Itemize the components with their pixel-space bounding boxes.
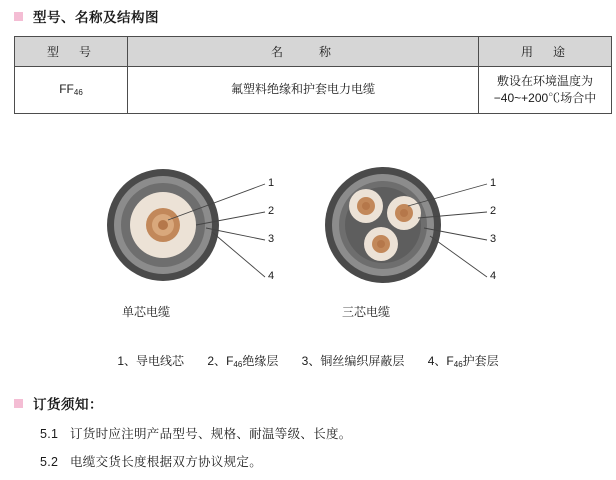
section-title-text: 型号、名称及结构图 — [33, 10, 159, 25]
callout-three-1: 1 — [490, 177, 497, 189]
cell-name: 氟塑料绝缘和护套电力电缆 — [128, 67, 479, 114]
legend-no-3: 3、 — [301, 354, 321, 368]
figure-area — [0, 140, 616, 385]
order-note-2 — [40, 452, 262, 470]
order-note-2-number: 5.2 — [40, 455, 59, 469]
caption-three-core: 三芯电缆 — [342, 305, 391, 319]
use-line-1: 敷设在环境温度为 — [496, 73, 593, 88]
order-note-1-text: 订货时应注明产品型号、规格、耐温等级、长度。 — [70, 427, 352, 441]
legend-text-2: F — [226, 354, 234, 368]
order-note-1 — [40, 424, 352, 442]
bullet-icon — [14, 12, 23, 21]
spec-table — [14, 36, 612, 114]
legend-item-1 — [117, 352, 184, 369]
table-header-row — [15, 37, 612, 67]
figure-legend — [0, 352, 616, 369]
legend-no-4: 4、 — [427, 354, 447, 368]
caption-single-core: 单芯电缆 — [122, 305, 171, 319]
cell-model — [15, 67, 128, 114]
legend-item-3 — [302, 352, 405, 369]
model-subscript: 46 — [73, 88, 83, 98]
legend-tail-4: 护套层 — [462, 354, 499, 368]
callout-three-4: 4 — [490, 270, 497, 282]
legend-sub-2: 46 — [233, 360, 243, 369]
legend-tail-2: 绝缘层 — [242, 354, 279, 368]
legend-text-1: 导电线芯 — [136, 354, 185, 368]
use-line-2: −40~+200℃场合中 — [493, 91, 597, 105]
legend-text-3: 铜丝编织屏蔽层 — [320, 354, 405, 368]
legend-sub-4: 46 — [453, 360, 463, 369]
order-note-1-number: 5.1 — [40, 427, 59, 441]
callout-three-3: 3 — [490, 233, 497, 245]
legend-no-2: 2、 — [207, 354, 227, 368]
table-header-use: 用 途 — [479, 37, 612, 67]
table-row — [15, 67, 612, 114]
callout-single-2: 2 — [268, 205, 275, 217]
callout-single-1: 1 — [268, 177, 275, 189]
legend-text-4: F — [446, 354, 454, 368]
order-note-2-text: 电缆交货长度根据双方协议规定。 — [70, 455, 263, 469]
three-core-cable-figure — [325, 167, 487, 283]
legend-item-4 — [428, 352, 499, 369]
callout-single-3: 3 — [268, 233, 275, 245]
cell-use — [479, 67, 612, 114]
section-heading-model — [14, 6, 159, 26]
callout-three-2: 2 — [490, 205, 497, 217]
cable-cross-section-diagram — [0, 140, 616, 385]
legend-item-2 — [207, 352, 278, 369]
single-core-cable-figure — [107, 169, 265, 281]
callout-single-4: 4 — [268, 270, 275, 282]
model-main-text: FF — [59, 82, 74, 97]
bullet-icon — [14, 399, 23, 408]
table-header-model: 型 号 — [15, 37, 128, 67]
legend-no-1: 1、 — [117, 354, 137, 368]
section-heading-ordering — [14, 393, 103, 413]
table-header-name: 名 称 — [128, 37, 479, 67]
section-title-text: 订货须知： — [33, 397, 103, 412]
